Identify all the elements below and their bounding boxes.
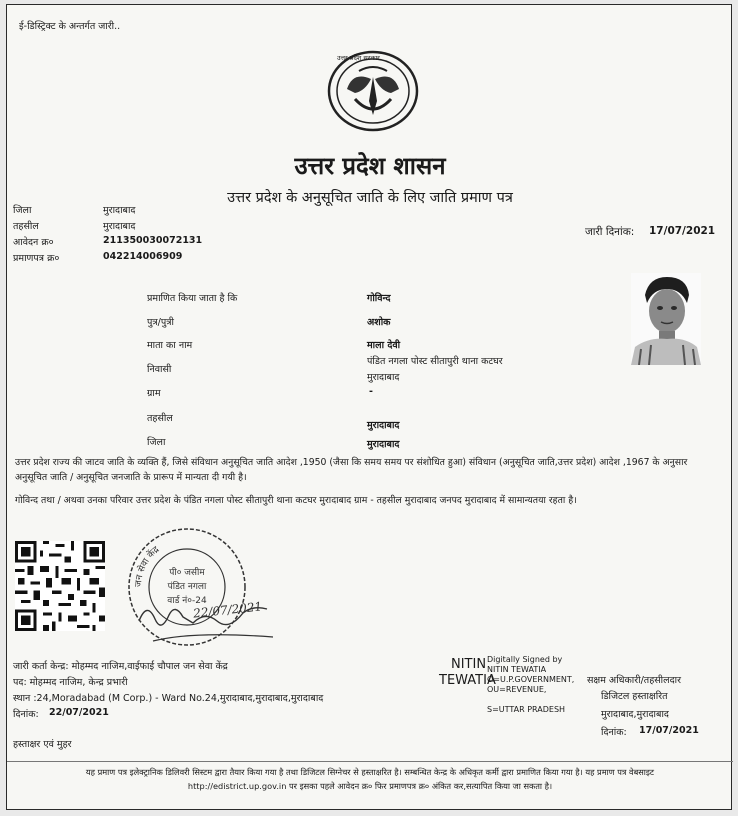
field-value-father: अशोक xyxy=(367,317,391,328)
authority-date-label: दिनांक: xyxy=(601,727,627,738)
field-value-resident: पंडित नगला पोस्ट सीतापुरी थाना कटघर xyxy=(367,356,503,367)
authority-date-value: 17/07/2021 xyxy=(639,725,699,736)
field-value-district: मुरादाबाद xyxy=(367,439,400,450)
signer-name-line-2: TEWATIA xyxy=(439,673,496,688)
meta-value-certificate-no: 042214006909 xyxy=(103,251,183,262)
header-note: ई-डिस्ट्रिक्ट के अन्तर्गत जारी.. xyxy=(19,21,121,32)
authority-title: सक्षम अधिकारी/तहसीलदार xyxy=(587,675,681,686)
issuer-line-1: जारी कर्ता केन्द्र: मोहम्मद नाजिम,वाईफाई चौपाल जन सेवा केंद्र xyxy=(13,661,228,672)
emblem-text: उत्तर प्रदेश सरकार xyxy=(337,54,380,62)
stamp-line-3: वार्ड नं०-24 xyxy=(167,596,207,606)
field-value-resident-city: मुरादाबाद xyxy=(367,372,400,383)
field-label-mother: माता का नाम xyxy=(147,340,193,351)
field-label-resident: निवासी xyxy=(147,364,172,375)
footer-divider xyxy=(7,761,733,762)
stamp-line-1: पी० जसीम xyxy=(169,568,205,578)
meta-label-district: जिला xyxy=(13,205,32,216)
field-label-certified: प्रमाणित किया जाता है कि xyxy=(147,293,238,304)
dig-line-1: Digitally Signed by xyxy=(487,655,563,664)
applicant-sign-label: हस्ताक्षर एवं मुहर xyxy=(13,739,72,750)
meta-value-application-no: 211350030072131 xyxy=(103,235,203,246)
svg-text:जन सेवा केंद्र xyxy=(134,545,162,588)
qr-code xyxy=(15,541,105,631)
meta-label-application-no: आवेदन क्र० xyxy=(13,237,54,248)
page-title: उत्तर प्रदेश शासन xyxy=(294,152,446,180)
field-value-tehsil: मुरादाबाद xyxy=(367,420,400,431)
footer-note-1: यह प्रमाण पत्र इलेक्ट्रानिक डिलिवरी सिस्टम द्वारा तैयार किया गया है तथा डिजिटल सिग्नेचर से हस्ताक्षरित है। सम्बन्धित केन्द्र के अधिकृत कर्मी द्वारा प्रमाणित किया गया है। यह प्रमाण पत्र वेबसाइट xyxy=(85,767,655,777)
field-value-mother: माला देवी xyxy=(367,340,401,351)
caste-declaration-paragraph: उत्तर प्रदेश राज्य की जाटव जाति के व्यक्ति हैं, जिसे संविधान अनुसूचित जाति आदेश ,1950 (जैसा कि समय समय पर संशोधित हुआ) संविधान (अनुसूचित जाति,उत्तर प्रदेश) आदेश ,1967 के अनुसार अनुसूचित जाति / अनुसूचित जनजाति के प्रारूप में मान्यता दी गयी है। xyxy=(15,457,688,483)
residence-paragraph: गोविन्द तथा / अथवा उनका परिवार उत्तर प्रदेश के पंडित नगला पोस्ट सीतापुरी थाना कटघर मुरादाबाद ग्राम - तहसील मुरादाबाद जनपद मुरादाबाद में सामान्यतया रहता है। xyxy=(15,495,577,506)
issue-date-label: जारी दिनांक: xyxy=(585,226,635,238)
field-value-name: गोविन्द xyxy=(367,293,391,304)
issuer-date-label: दिनांक: xyxy=(13,709,39,720)
dig-line-3: O=U.P.GOVERNMENT, xyxy=(487,675,575,684)
dig-line-5: S=UTTAR PRADESH xyxy=(487,705,566,714)
issuer-line-3: स्थान :24,Moradabad (M Corp.) - Ward No.24,मुरादाबाद,मुरादाबाद,मुरादाबाद xyxy=(13,693,324,704)
applicant-photo xyxy=(631,273,701,365)
field-label-village: ग्राम xyxy=(147,388,161,399)
meta-label-certificate-no: प्रमाणपत्र क्र० xyxy=(13,253,60,264)
authority-location: मुरादाबाद,मुरादाबाद xyxy=(601,709,669,720)
stamp-ring-text: जन सेवा केंद्र xyxy=(133,544,162,588)
handwritten-date: 22/07/2021 xyxy=(192,599,263,621)
field-value-village: - xyxy=(369,386,373,397)
digital-signature-details xyxy=(487,655,574,715)
stamp-line-2: पंडित नगला xyxy=(167,582,207,592)
field-label-son-daughter: पुत्र/पुत्री xyxy=(147,317,174,328)
dig-line-2: NITIN TEWATIA xyxy=(487,665,547,674)
field-label-district: जिला xyxy=(147,437,166,448)
certificate-page xyxy=(6,4,732,810)
footer-note-2: http://edistrict.up.gov.in पर इसका पहले आवेदन क्र० फिर प्रमाणपत्र क्र० अंकित कर,सत्यापित किया जा सकता है। xyxy=(187,781,553,791)
authority-digitally-signed: डिजिटल हस्ताक्षरित xyxy=(601,691,668,702)
meta-label-tehsil: तहसील xyxy=(13,221,39,232)
issue-date-value: 17/07/2021 xyxy=(649,225,716,237)
issuer-line-2: पद: मोहम्मद नाजिम, केन्द्र प्रभारी xyxy=(13,677,128,688)
page-subtitle: उत्तर प्रदेश के अनुसूचित जाति के लिए जाति प्रमाण पत्र xyxy=(227,190,513,206)
meta-value-district: मुरादाबाद xyxy=(103,205,136,216)
issuer-date-value: 22/07/2021 xyxy=(49,707,109,718)
signer-name-line-1: NITIN xyxy=(451,657,487,672)
field-label-tehsil: तहसील xyxy=(147,413,173,424)
meta-value-tehsil: मुरादाबाद xyxy=(103,221,136,232)
dig-line-4: OU=REVENUE, xyxy=(487,685,547,694)
